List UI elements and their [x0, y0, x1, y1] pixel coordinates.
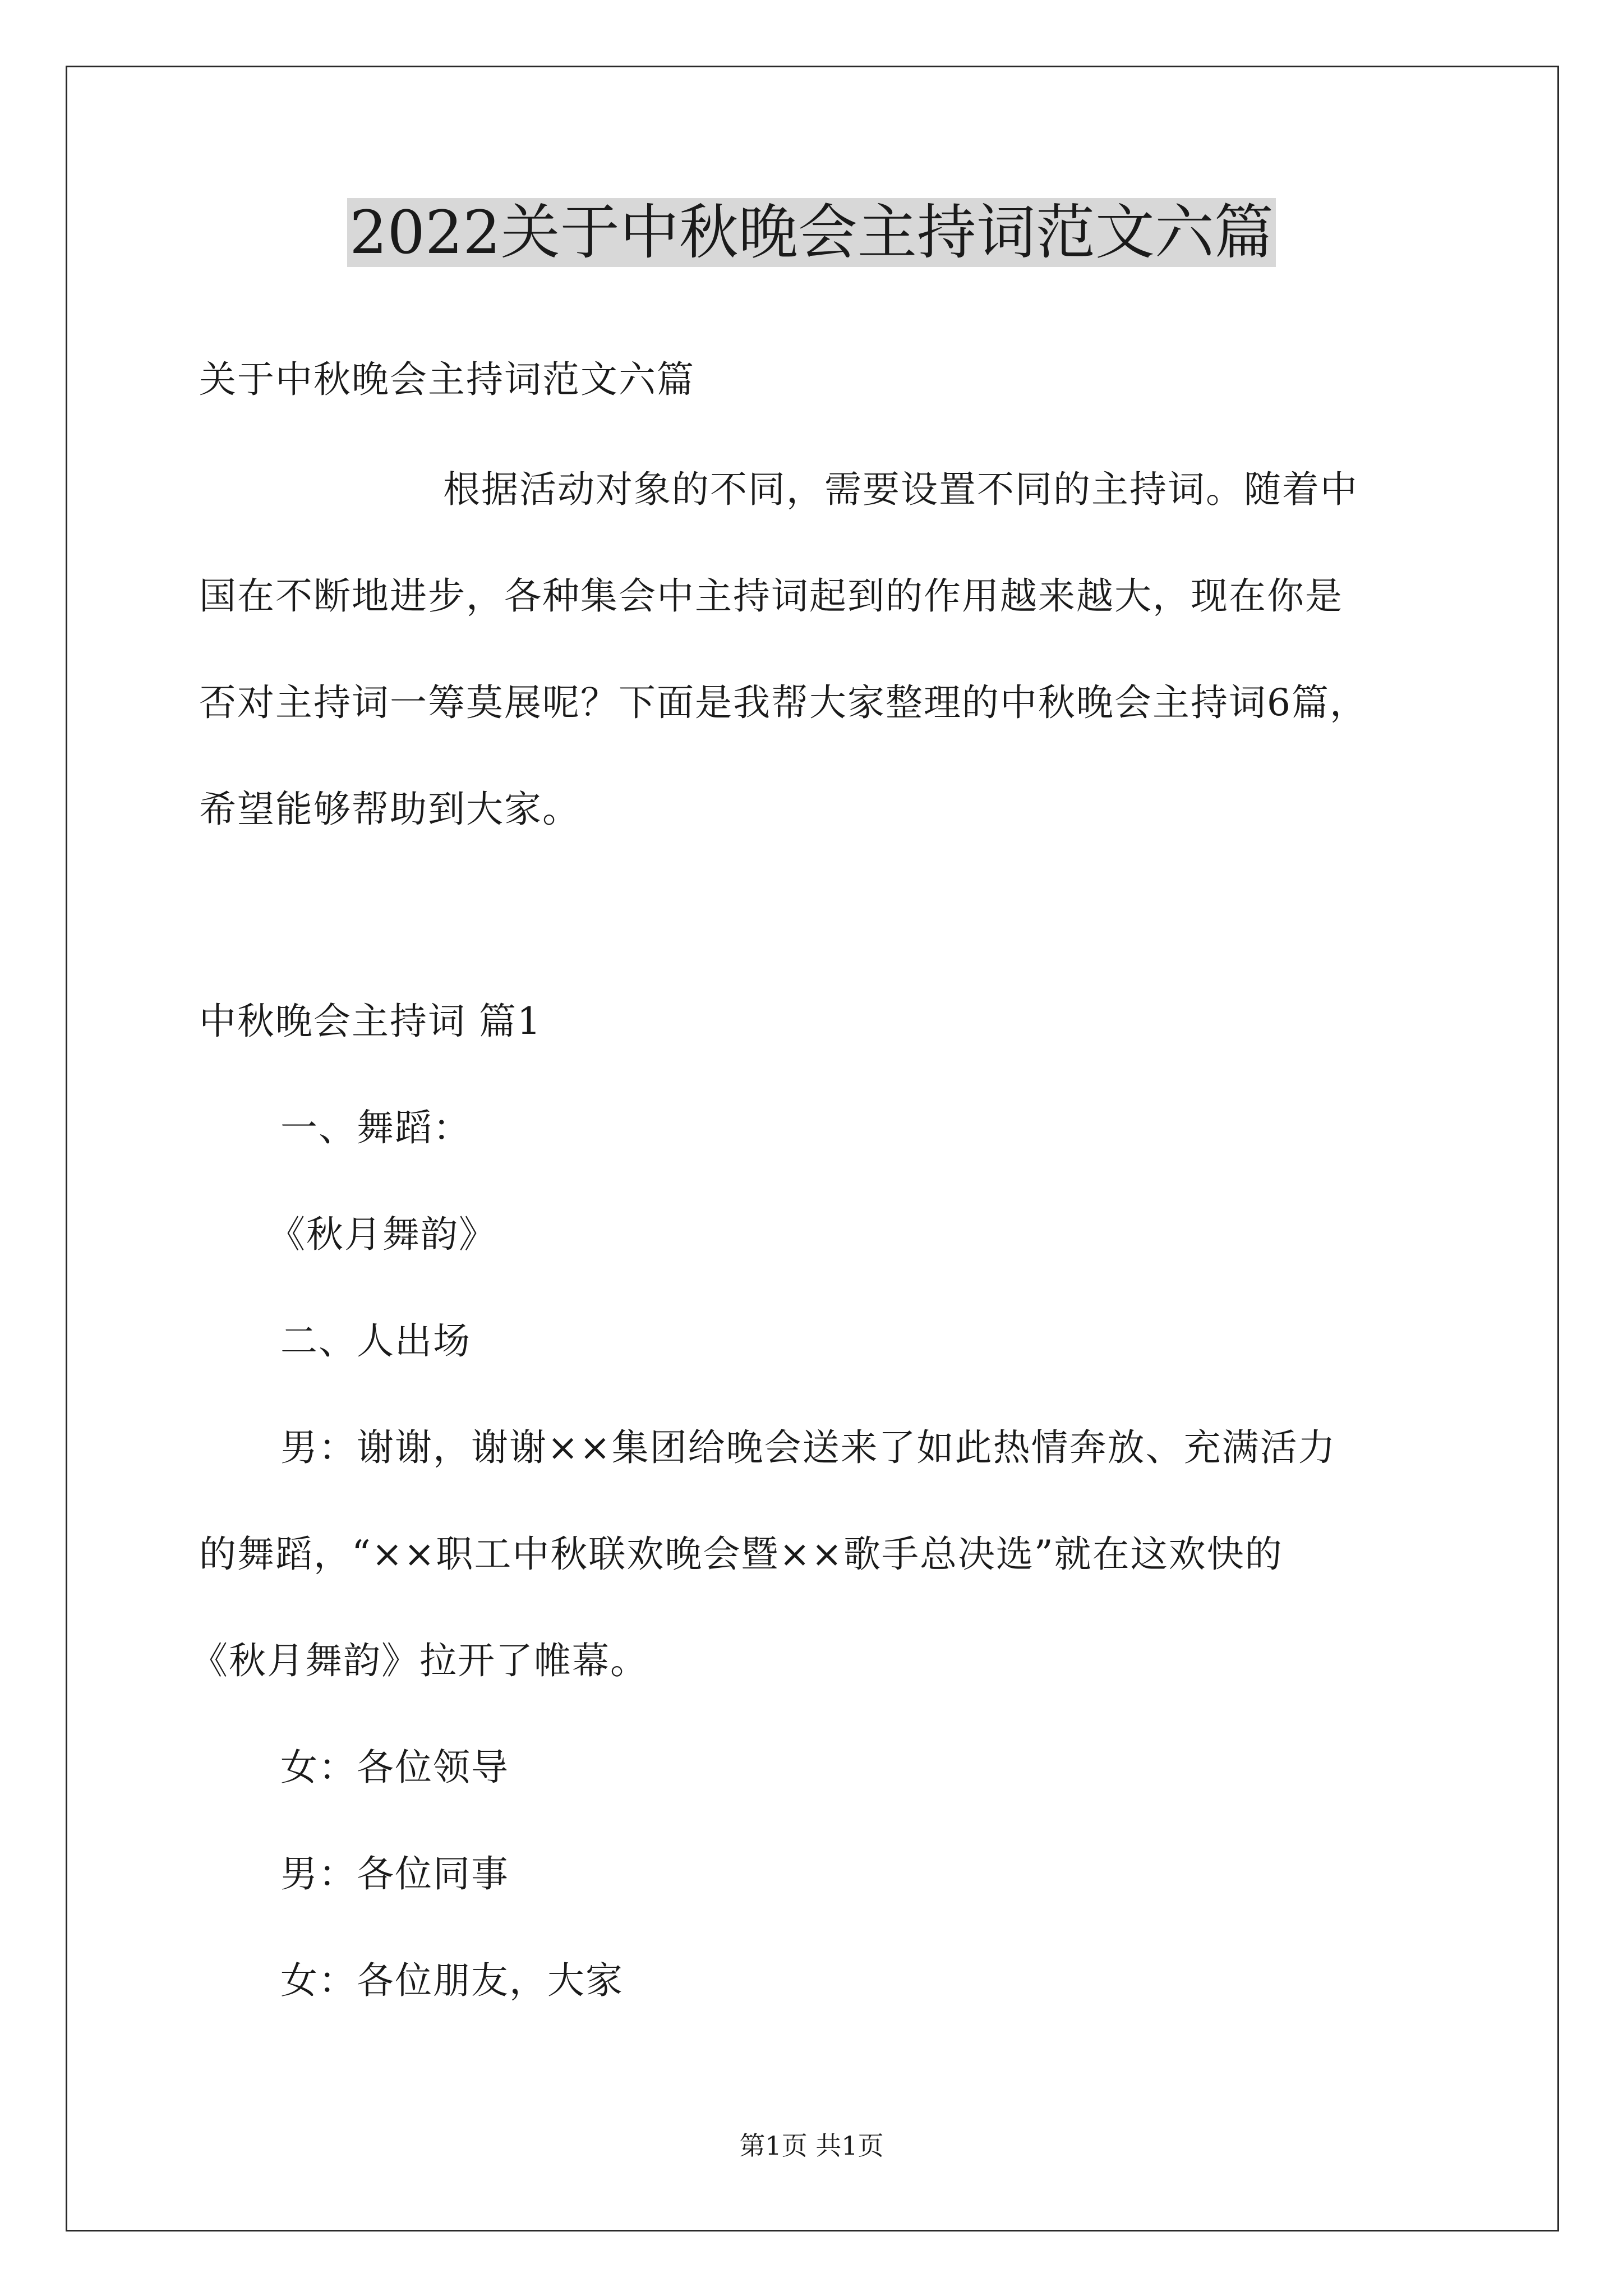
body-line: 二、人出场 — [280, 1319, 471, 1363]
intro-paragraph-line: 根据活动对象的不同，需要设置不同的主持词。随着中 — [443, 468, 1358, 511]
intro-paragraph-line: 国在不断地进步，各种集会中主持词起到的作用越来越大，现在你是 — [199, 574, 1343, 618]
body-line: 男：各位同事 — [280, 1852, 509, 1895]
intro-paragraph-line: 希望能够帮助到大家。 — [199, 788, 580, 831]
intro-paragraph-line: 否对主持词一筹莫展呢？下面是我帮大家整理的中秋晚会主持词6篇， — [199, 681, 1368, 724]
body-line: 的舞蹈，“××职工中秋联欢晚会暨××歌手总决选”就在这欢快的 — [199, 1533, 1283, 1576]
body-line: 一、舞蹈： — [280, 1106, 471, 1149]
body-line: 《秋月舞韵》 — [268, 1213, 497, 1256]
page-footer: 第1页 共1页 — [739, 2131, 884, 2161]
document-subtitle: 关于中秋晚会主持词范文六篇 — [199, 358, 695, 401]
section-heading: 中秋晚会主持词 篇1 — [199, 1000, 542, 1043]
body-line: 男：谢谢，谢谢××集团给晚会送来了如此热情奔放、充满活力 — [280, 1426, 1336, 1469]
document-title: 2022关于中秋晚会主持词范文六篇 — [0, 194, 1623, 272]
body-line: 女：各位领导 — [280, 1746, 509, 1789]
body-line: 《秋月舞韵》拉开了帷幕。 — [191, 1639, 648, 1682]
body-line: 女：各位朋友，大家 — [280, 1959, 624, 2002]
